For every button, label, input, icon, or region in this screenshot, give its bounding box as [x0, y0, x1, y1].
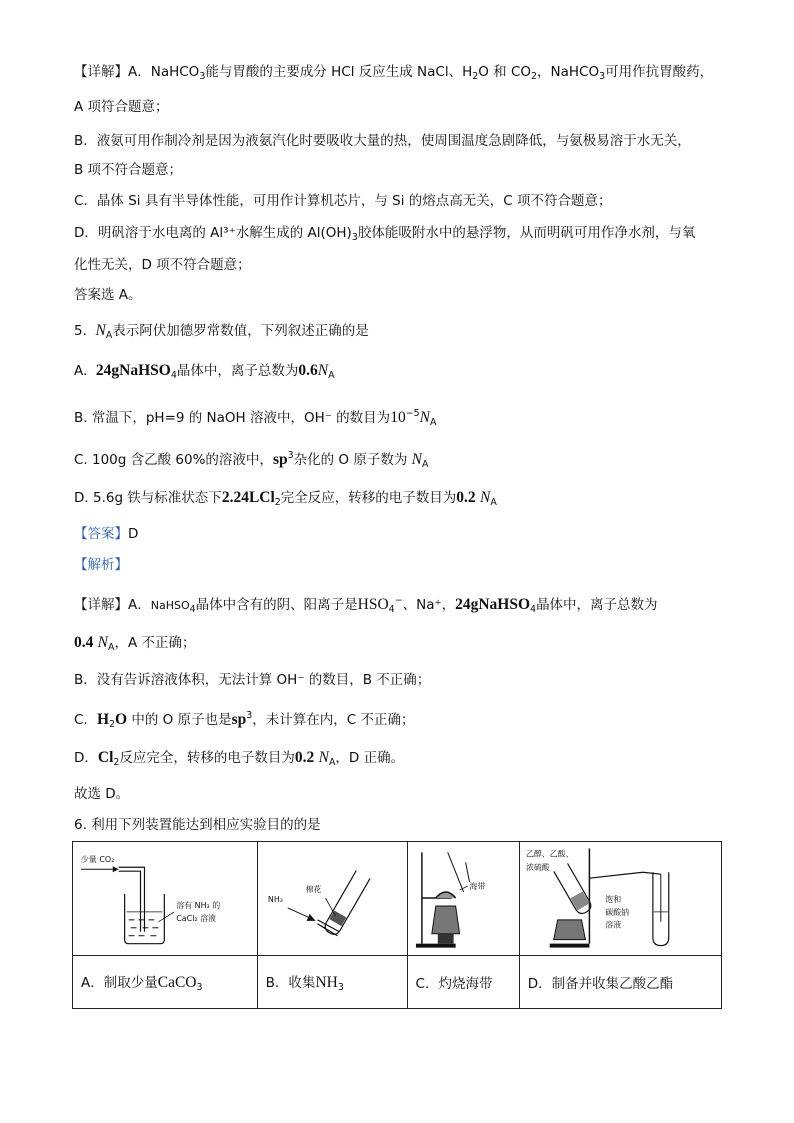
caption-c: C．灼烧海带: [407, 956, 519, 1009]
q5-option-c: C. 100g 含乙酸 60%的溶液中，$sp^3$杂化的 O 原子数为 $N_A$: [74, 450, 429, 470]
figure-a-co2-beaker: [73, 842, 257, 955]
label-co2: 少量 CO₂: [80, 855, 115, 865]
label-d-reagents-1: 乙醇、乙酸、: [525, 849, 574, 859]
figure-b-cell: [257, 842, 407, 956]
label-d-solution: 溶液: [604, 920, 621, 930]
q5-explanation-c: C．$H_2O$ 中的 O 原子也是$sp^3$，未计算在内，C 不正确；: [74, 710, 415, 730]
caption-b: B．收集$NH_3$: [257, 956, 407, 1009]
label-cotton: 棉花: [305, 885, 322, 895]
caption-a: A．制取少量CaCO$_3$: [73, 956, 258, 1009]
label-cacl2-solution: CaCl₂ 溶液: [176, 913, 216, 923]
label-d-saturated: 饱和: [604, 894, 621, 904]
q4-explanation-line-7: 化性无关，D 项不符合题意；: [74, 257, 251, 273]
q5-explanation-a-2: 0.4 $N_A$，A 不正确；: [74, 634, 196, 653]
detail-tag: 【详解】: [74, 64, 128, 80]
q4-explanation-line-3: B．液氨可用作制冷剂是因为液氨汽化时要吸收大量的热，使周围温度急剧降低，与氨极易溶于水无关，: [74, 133, 691, 149]
q5-conclusion: 故选 D。: [74, 786, 130, 802]
figure-d-cell: [519, 842, 721, 956]
label-d-sodium-carbonate: 碳酸钠: [604, 907, 629, 917]
label-nh3-solution: 溶有 NH₃ 的: [176, 900, 221, 910]
figure-d-ethyl-acetate: [520, 842, 721, 955]
caption-d: D．制备并收集乙酸乙酯: [519, 956, 721, 1009]
q4-explanation-line-6: D．明矾溶于水电离的 Al³⁺水解生成的 $Al(OH)_3$胶体能吸附水中的悬浮物，从而明矾可用作净水剂，与氧: [74, 225, 696, 243]
q4-explanation-line-1: 【详解】A．NaHCO$_3$能与胃酸的主要成分 HCl 反应生成 NaCl、$H_2O$ 和 $CO_2$，NaHCO$_3$可用作抗胃酸药，: [74, 64, 714, 82]
q4-explanation-line-5: C．晶体 Si 具有半导体性能，可用作计算机芯片，与 Si 的熔点高无关，C 项不符合题意；: [74, 193, 612, 209]
label-kelp: 海带: [469, 882, 485, 892]
figure-c-burning-kelp: [408, 842, 519, 955]
q4-answer: 答案选 A。: [74, 287, 142, 303]
q6-options-table: [72, 841, 722, 1009]
figure-c-cell: [407, 842, 519, 956]
answer-tag: 【答案】: [74, 526, 128, 542]
label-d-reagents-2: 浓硫酸: [525, 863, 550, 873]
q5-option-d: D. 5.6g 铁与标准状态下2.24LCl$_2$完全反应，转移的电子数目为0.2 $N_A$: [74, 489, 497, 508]
q6-stem: 6. 利用下列装置能达到相应实验目的的是: [74, 817, 321, 833]
q4-explanation-line-2: A 项符合题意；: [74, 99, 169, 115]
figure-a-cell: [73, 842, 258, 956]
q5-option-b: B. 常温下，pH=9 的 NaOH 溶液中，OH⁻ 的数目为$10^{-5}N_A$: [74, 408, 437, 428]
label-nh3: NH₃: [267, 894, 283, 904]
q5-analysis-tag: 【解析】: [74, 557, 128, 573]
q5-explanation-b: B．没有告诉溶液体积，无法计算 OH⁻ 的数目，B 不正确；: [74, 672, 431, 688]
q4-explanation-line-4: B 项不符合题意；: [74, 162, 183, 178]
figure-b-nh3-tube: [258, 842, 407, 955]
q5-stem: 5. $N_A$表示阿伏加德罗常数值，下列叙述正确的是: [74, 322, 369, 341]
q5-option-a: A. 24gNaHSO$_4$晶体中，离子总数为$0.6N_A$: [74, 362, 335, 381]
q5-explanation-a: 【详解】A．NaHSO$_4$晶体中含有的阴、阳离子是$HSO_4^-$、Na⁺，24gNaHSO$_4$晶体中，离子总数为: [74, 595, 658, 615]
q5-answer: 【答案】D: [74, 526, 139, 542]
q5-explanation-d: D．$Cl_2$反应完全，转移的电子数目为0.2 $N_A$，D 正确。: [74, 749, 405, 768]
